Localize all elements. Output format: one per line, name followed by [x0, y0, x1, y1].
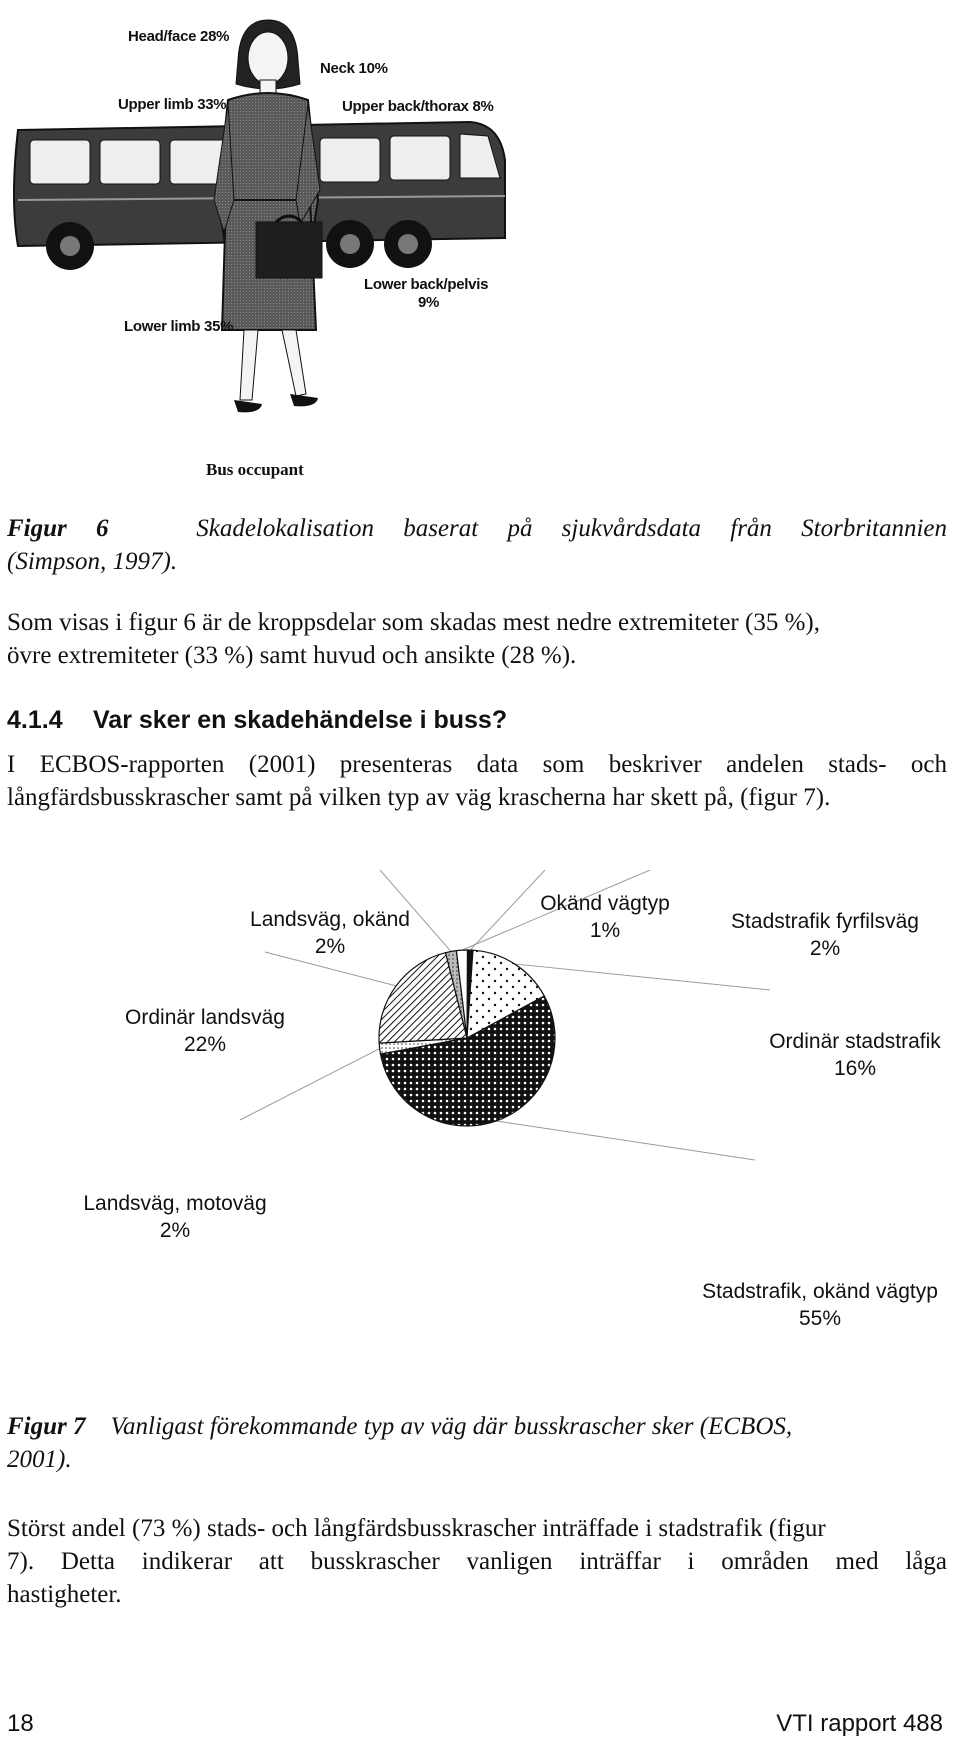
- paragraph-line: hastigheter.: [7, 1581, 122, 1608]
- label-upper-limb: Upper limb 33%: [118, 96, 227, 113]
- figure-6-illustration: [0, 0, 540, 500]
- pie-label-stadstrafik-fyrfilsvag: [715, 908, 935, 962]
- paragraph-line: 7). Detta indikerar att busskrascher vanligen inträffar i områden med låga: [7, 1548, 947, 1575]
- caption-line: (Simpson, 1997).: [7, 548, 178, 575]
- section-number: 4.1.4: [7, 706, 63, 734]
- paragraph-line: långfärdsbusskrascher samt på vilken typ av väg krascherna har skett på, (figur 7).: [7, 784, 831, 811]
- pie-label-ordinar-landsvag: [100, 1004, 310, 1058]
- section-heading: [7, 706, 507, 735]
- slice-value: 2%: [314, 935, 346, 958]
- slice-name: Landsväg, okänd: [250, 908, 410, 931]
- figure-inner-caption: Bus occupant: [206, 460, 304, 479]
- caption-line: [7, 1410, 947, 1443]
- section-title: Var sker en skadehändelse i buss?: [93, 706, 508, 734]
- pie-label-landsvag-motovag: [70, 1190, 280, 1244]
- caption-text: Skadelokalisation baserat på sjukvårdsdata från Storbritannien: [196, 515, 948, 542]
- slice-value: 2%: [809, 937, 841, 960]
- slice-name: Stadstrafik, okänd vägtyp: [702, 1280, 938, 1303]
- woman-figure-icon: [214, 20, 322, 412]
- slice-value: 16%: [833, 1057, 877, 1080]
- slice-name: Stadstrafik fyrfilsväg: [731, 910, 919, 933]
- slice-name: Okänd vägtyp: [540, 892, 670, 915]
- paragraph: [7, 748, 947, 814]
- page-number: 18: [7, 1710, 34, 1737]
- figure-7-pie-chart: [0, 870, 960, 1330]
- figure-number: Figur 7: [7, 1413, 86, 1440]
- pie-slices: [379, 950, 555, 1126]
- pie-label-okand-vagtyp: [515, 890, 695, 944]
- bus-occupant-illustration: [0, 0, 540, 500]
- paragraph: [7, 606, 947, 672]
- pie-leader-line-1: [515, 964, 770, 990]
- label-lower-back: Lower back/pelvis: [364, 276, 489, 293]
- report-name: VTI rapport 488: [776, 1710, 943, 1737]
- pie-label-landsvag-okand: [225, 906, 435, 960]
- paragraph-line: Störst andel (73 %) stads- och långfärdsbusskrascher inträffade i stadstrafik (figur: [7, 1515, 826, 1542]
- paragraph-line: övre extremiteter (33 %) samt huvud och ansikte (28 %).: [7, 642, 577, 669]
- slice-name: Ordinär landsväg: [125, 1006, 285, 1029]
- slice-value: 22%: [183, 1033, 227, 1056]
- paragraph-line: I ECBOS-rapporten (2001) presenteras data som beskriver andelen stads- och: [7, 751, 947, 778]
- pie-leader-line-2: [496, 1121, 755, 1160]
- label-lower-limb: Lower limb 35%: [124, 318, 234, 335]
- caption-text: Vanligast förekommande typ av väg där busskrascher sker (ECBOS,: [110, 1413, 793, 1440]
- figure-6-caption: [7, 512, 947, 578]
- pie-label-stadstrafik-okand: [690, 1278, 950, 1332]
- paragraph: [7, 1512, 947, 1611]
- slice-name: Ordinär stadstrafik: [769, 1030, 941, 1053]
- slice-name: Landsväg, motoväg: [83, 1192, 267, 1215]
- label-upper-back: Upper back/thorax 8%: [342, 98, 494, 115]
- slice-value: 2%: [159, 1219, 191, 1242]
- slice-value: 1%: [589, 919, 621, 942]
- caption-line: [7, 512, 947, 545]
- figure-number: Figur 6: [7, 515, 109, 542]
- caption-line: 2001).: [7, 1446, 72, 1473]
- figure-7-caption: [7, 1410, 947, 1476]
- label-neck: Neck 10%: [320, 60, 388, 77]
- paragraph-line: Som visas i figur 6 är de kroppsdelar som skadas mest nedre extremiteter (35 %),: [7, 609, 820, 636]
- label-lower-back-pct: 9%: [418, 294, 440, 311]
- slice-value: 55%: [798, 1307, 842, 1330]
- pie-leader-line-3: [240, 1049, 380, 1120]
- label-head-face: Head/face 28%: [128, 28, 230, 45]
- pie-label-ordinar-stadstrafik: [755, 1028, 955, 1082]
